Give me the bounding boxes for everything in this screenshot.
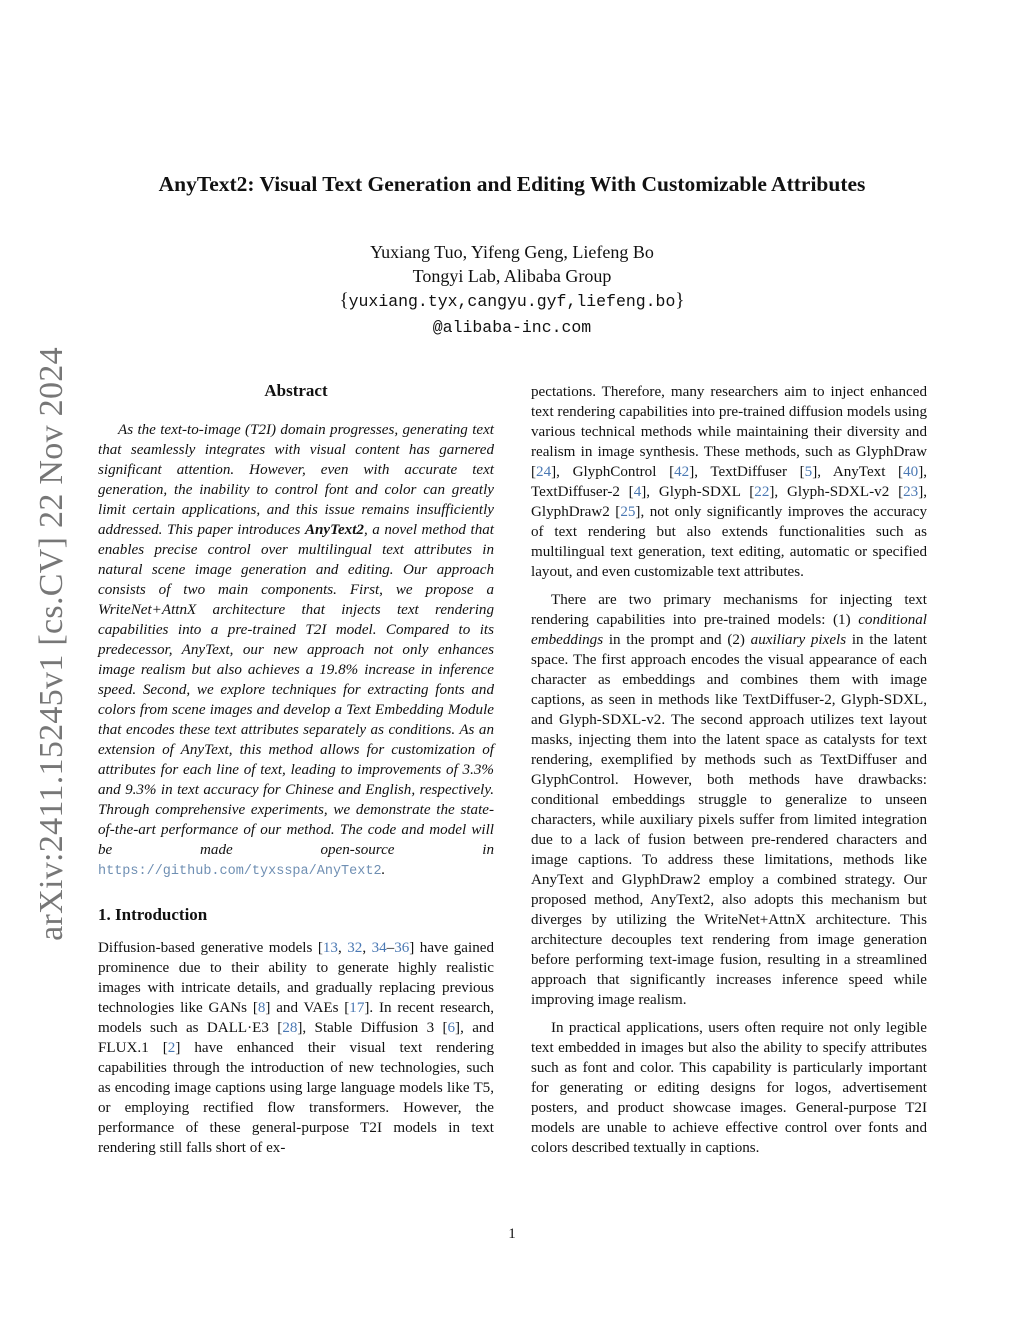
citation-link[interactable]: 4 bbox=[633, 484, 642, 500]
code-repo-link[interactable]: https://github.com/tyxsspa/AnyText2 bbox=[98, 864, 382, 879]
citation-link[interactable]: 6 bbox=[447, 1020, 456, 1036]
emphasized-term: auxiliary pixels bbox=[750, 632, 847, 648]
citation-link[interactable]: 28 bbox=[282, 1020, 298, 1036]
citation-link[interactable]: 36 bbox=[394, 940, 410, 956]
paper-title: AnyText2: Visual Text Generation and Editing With Customizable Attributes bbox=[158, 172, 866, 196]
citation-link[interactable]: 2 bbox=[167, 1040, 176, 1056]
intro-paragraph-4: In practical applications, users often require not only legible text embedded in images but also the ability to specify attributes such as font and color. This capability is particularly important for generating or editing designs for logos, advertisement posters, and product showcase images. General-purpose T2I models are unable to achieve effective control over fonts and colors described textually in captions. bbox=[531, 1020, 927, 1156]
intro-paragraph-1: Diffusion-based generative models [13, 32, 34–36] have gained prominence due to their ability to generate highly realistic images with intricate details, and gradually replacing previous technologies like GANs [8] and VAEs [17]. In recent research, models such as DALL·E3 [28], Stable Diffusion 3 [6], and FLUX.1 [2] have enhanced their visual text rendering capabilities through the introduction of new technologies, such as encoding image captions using large language models like T5, or employing rectified flow transformers. However, the performance of these general-purpose T2I models in text rendering still falls short of ex- bbox=[98, 940, 495, 1156]
page-number: 1 bbox=[508, 1226, 516, 1242]
author-block bbox=[0, 240, 1024, 340]
citation-link[interactable]: 24 bbox=[536, 464, 552, 480]
citation-link[interactable]: 34 bbox=[371, 940, 387, 956]
arxiv-sidebar bbox=[30, 344, 74, 944]
section-title-introduction: 1. Introduction bbox=[98, 905, 208, 924]
intro-paragraph-3: There are two primary mechanisms for injecting text rendering capabilities into pre-trained models: (1) conditional embeddings in the prompt and (2) auxiliary pixels in the latent space. The first approach encodes the visual appearance of each character as embeddings and combines them with image captions, as seen in methods like TextDiffuser-2, Glyph-SDXL, and Glyph-SDXL-v2. The second approach utilizes text layout masks, injecting them into the latent space as catalysts for text rendering, exemplified by methods such as TextDiffuser and GlyphControl. However, both methods have drawbacks: conditional embeddings struggle to generalize to unseen characters, while auxiliary pixels suffer from limited integration due to a lack of fusion between pre-rendered characters and image captions. To address these limitations, methods like AnyText and GlyphDraw2 employ a combined strategy. Our proposed method, AnyText2, also adopts this mechanism but diverges by utilizing the WriteNet+AttnX architecture. This architecture decouples text rendering from image generation before performing text-image fusion, resulting in a streamlined approach that significantly increases inference speed while improving image realism. bbox=[531, 592, 927, 1008]
citation-link[interactable]: 42 bbox=[674, 464, 690, 480]
author-emails-line-2 bbox=[0, 314, 1024, 340]
abstract-title: Abstract bbox=[264, 381, 328, 400]
citation-link[interactable]: 22 bbox=[754, 484, 770, 500]
left-column bbox=[98, 380, 494, 1166]
email-domain: @alibaba-inc.com bbox=[432, 318, 592, 337]
citation-link[interactable]: 17 bbox=[349, 1000, 365, 1016]
right-column bbox=[531, 382, 927, 1166]
citation-link[interactable]: 32 bbox=[347, 940, 363, 956]
abstract-text: As the text-to-image (T2I) domain progresses, generating text that seamlessly integrates with visual content has garnered significant attention. However, even with accurate text generation, the inability to control font and color can greatly limit certain applications, and this issue remains insufficiently addressed. This paper introduces AnyText2, a novel method that enables precise control over multilingual text attributes in natural scene image generation and editing. Our approach consists of two main components. First, we propose a WriteNet+AttnX architecture that injects text rendering capabilities into a pre-trained T2I model. Compared to its predecessor, AnyText, our new approach not only enhances image realism but also achieves a 19.8% increase in inference speed. Second, we explore techniques for extracting fonts and colors from scene images and develop a Text Embedding Module that encodes these text attributes separately as conditions. As an extension of AnyText, this method allows for customization of attributes for each line of text, leading to improvements of 3.3% and 9.3% in text accuracy for Chinese and English, respectively. Through comprehensive experiments, we demonstrate the state-of-the-art performance of our method. The code and model will be made open-source in https://github.com/tyxsspa/AnyText2. bbox=[98, 422, 494, 879]
emphasized-term: conditional embeddings bbox=[531, 612, 927, 648]
citation-link[interactable]: 23 bbox=[903, 484, 919, 500]
citation-link[interactable]: 5 bbox=[804, 464, 813, 480]
email-usernames: yuxiang.tyx,cangyu.gyf,liefeng.bo bbox=[348, 292, 676, 311]
author-emails-line-1: {yuxiang.tyx,cangyu.gyf,liefeng.bo} bbox=[339, 290, 685, 311]
method-name: AnyText2 bbox=[304, 522, 364, 538]
intro-paragraph-2: pectations. Therefore, many researchers aim to inject enhanced text rendering capabilities into pre-trained diffusion models using various technical methods while maintaining their diversity and realism in image synthesis. These methods, such as GlyphDraw [24], GlyphControl [42], TextDiffuser [5], AnyText [40], TextDiffuser-2 [4], Glyph-SDXL [22], Glyph-SDXL-v2 [23], GlyphDraw2 [25], not only significantly improves the accuracy of text rendering but also extends functionalities such as multilingual text generation, text editing, automatic or specified layout, and even customizable text attributes. bbox=[531, 384, 927, 580]
author-names: Yuxiang Tuo, Yifeng Geng, Liefeng Bo bbox=[370, 242, 654, 262]
citation-link[interactable]: 40 bbox=[903, 464, 919, 480]
citation-link[interactable]: 25 bbox=[620, 504, 636, 520]
author-affiliation: Tongyi Lab, Alibaba Group bbox=[412, 266, 612, 286]
arxiv-identifier: arXiv:2411.15245v1 [cs.CV] 22 Nov 2024 bbox=[33, 347, 70, 941]
citation-link[interactable]: 13 bbox=[322, 940, 338, 956]
citation-link[interactable]: 8 bbox=[257, 1000, 266, 1016]
